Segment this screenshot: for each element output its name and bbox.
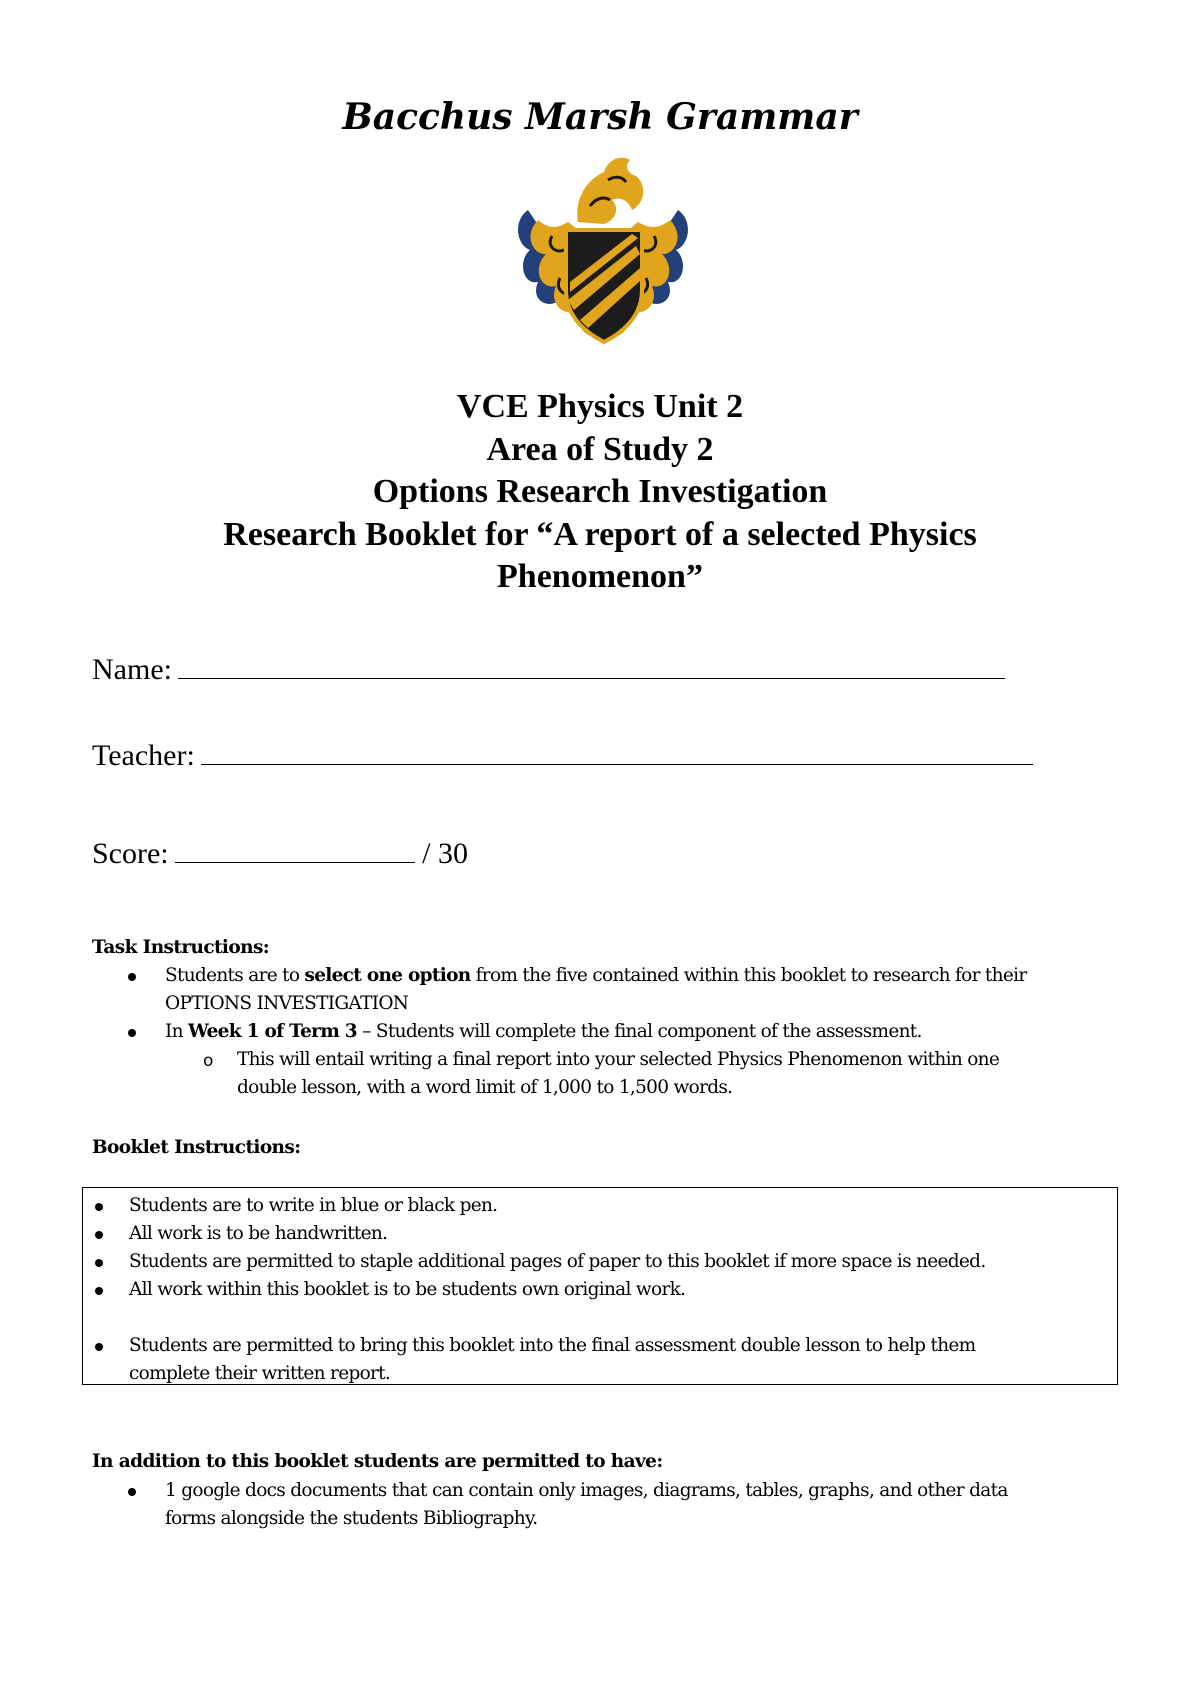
title-line: Phenomenon” — [497, 558, 703, 595]
booklet-instructions-heading: Booklet Instructions: — [92, 1137, 301, 1158]
list-item: Students are to write in blue or black pen. — [129, 1192, 1099, 1220]
list-item: Students are permitted to staple additional pages of paper to this booklet if more space is needed. — [129, 1248, 1099, 1276]
list-item: Students are permitted to bring this booklet into the final assessment double lesson to help them complete their written report. — [129, 1332, 1099, 1388]
title-line: Research Booklet for “A report of a selected Physics — [223, 515, 977, 553]
list-item: 1 google docs documents that can contain only images, diagrams, tables, graphs, and other data forms alongside the students Bibliography. — [165, 1477, 1115, 1533]
additional-items-heading: In addition to this booklet students are permitted to have: — [92, 1451, 663, 1472]
task-instructions-list — [165, 962, 1115, 1102]
bullet-icon — [128, 1488, 136, 1496]
bullet-icon — [95, 1259, 103, 1267]
bullet-icon — [95, 1203, 103, 1211]
bullet-icon — [95, 1231, 103, 1239]
title-line: Area of Study 2 — [486, 430, 714, 468]
score-label: Score: — [92, 837, 169, 870]
bullet-icon — [95, 1287, 103, 1295]
teacher-blank-line[interactable] — [201, 738, 1033, 765]
booklet-instructions-box — [82, 1187, 1118, 1385]
name-field — [92, 652, 1005, 687]
score-field — [92, 836, 468, 871]
score-total: / 30 — [422, 837, 468, 870]
task-instructions-heading: Task Instructions: — [92, 937, 269, 958]
additional-items-list — [165, 1477, 1115, 1533]
bullet-icon — [95, 1343, 103, 1351]
list-item: All work within this booklet is to be students own original work. — [129, 1276, 1099, 1304]
bullet-icon — [128, 1029, 136, 1037]
list-item: In Week 1 of Term 3 – Students will complete the final component of the assessment. — [165, 1018, 1115, 1046]
school-crest-icon — [508, 150, 698, 360]
name-blank-line[interactable] — [178, 652, 1005, 679]
list-item: Students are to select one option from the five contained within this booklet to research for their OPTIONS INVESTIGATION — [165, 962, 1115, 1018]
title-line: VCE Physics Unit 2 — [456, 388, 744, 425]
document-title — [150, 386, 1050, 599]
sub-bullet-icon: o — [203, 1051, 213, 1071]
score-blank-line[interactable] — [175, 836, 415, 863]
list-item: o This will entail writing a final report into your selected Physics Phenomenon within one double lesson, with a word limit of 1,000 to 1,500 words. — [203, 1049, 1000, 1098]
booklet-instructions-list — [129, 1192, 1099, 1388]
teacher-label: Teacher: — [92, 739, 195, 772]
list-item: All work is to be handwritten. — [129, 1220, 1099, 1248]
title-line: Options Research Investigation — [372, 473, 828, 510]
name-label: Name: — [92, 653, 172, 686]
school-name: Bacchus Marsh Grammar — [342, 96, 858, 138]
bullet-icon — [128, 973, 136, 981]
teacher-field — [92, 738, 1033, 773]
